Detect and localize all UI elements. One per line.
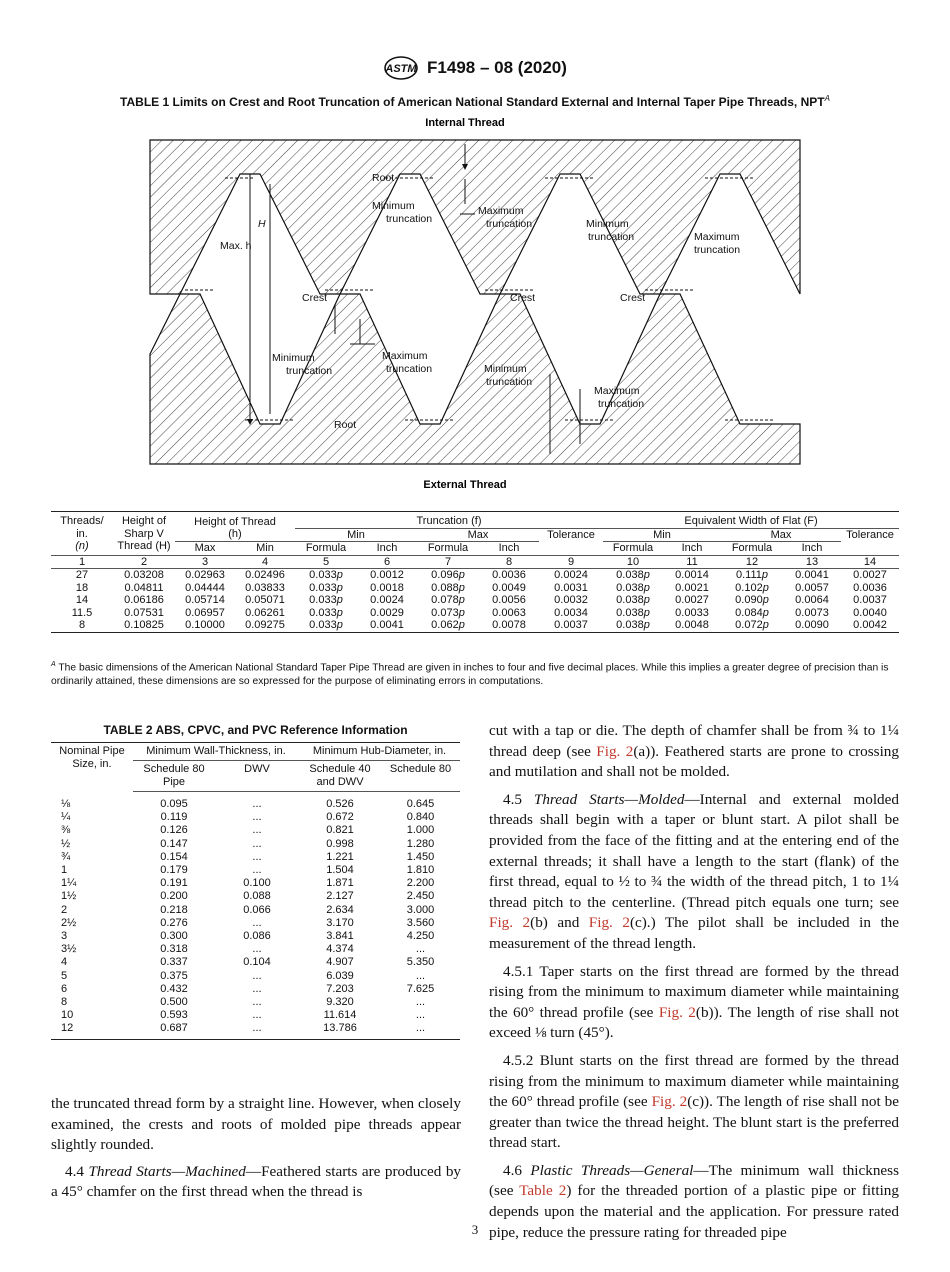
left-column-text — [51, 1094, 461, 1209]
table-cell: 1.871 — [326, 877, 354, 890]
table-cell: 5 — [61, 969, 68, 982]
table-cell: 0.0032 — [554, 594, 588, 606]
t1-colnum: 2 — [113, 555, 175, 569]
external-thread-label: External Thread — [423, 479, 507, 491]
t2-head-dwv: DWV — [215, 761, 299, 792]
table-cell: 0.0034 — [554, 606, 588, 619]
fig2-link[interactable]: Fig. 2 — [489, 914, 531, 932]
t1-head-formula: Formula — [305, 542, 347, 554]
table-cell: 0.318 — [160, 943, 188, 956]
table-cell: 0.062p — [417, 619, 479, 632]
table-cell: 0.0036 — [492, 569, 526, 581]
crest-label-2: Crest — [510, 292, 536, 304]
table-row — [51, 582, 899, 595]
table-cell: 0.038p — [603, 619, 663, 632]
table-cell: 0.276 — [160, 916, 188, 929]
section-4-5-2: 4.5.2 Blunt starts on the first thread are formed by the thread rising from the minimum to maximum diameter while maintaining the 60° thread profile (see Fig. 2(c)). The length of rise shall not be greater than twice the thread height. The blunt start is the preferred thread start. — [489, 1051, 900, 1152]
table-cell: 3.560 — [406, 916, 435, 929]
table-row — [51, 607, 899, 620]
table-cell: 0.147 — [160, 837, 188, 850]
table-row — [51, 864, 460, 877]
table-cell: 0.05071 — [245, 594, 285, 606]
table-cell: ... — [415, 943, 426, 956]
table-cell: ... — [252, 837, 262, 850]
table-cell: 0.072p — [721, 619, 783, 632]
table-cell: 0.0029 — [370, 606, 404, 619]
table-cell: 0.100 — [243, 877, 271, 890]
fig2-link[interactable]: Fig. 2 — [596, 742, 634, 760]
max-trunc-label-b1: Maximum — [694, 231, 740, 243]
table-cell: 18 — [75, 581, 89, 594]
t1-colnum: 9 — [539, 555, 603, 569]
t1-head-inch: Inch — [801, 542, 823, 554]
table-row — [51, 877, 460, 890]
table-cell: 0.0048 — [663, 619, 721, 632]
table-cell: 10 — [61, 1009, 74, 1022]
table-cell: ... — [252, 943, 262, 956]
max-trunc-label-b2: truncation — [694, 244, 741, 256]
table-cell: 0.0033 — [675, 606, 709, 619]
table-cell: 0.154 — [160, 850, 188, 863]
t2-head-min-wall: Minimum Wall-Thickness, in. — [133, 743, 299, 761]
t1-colnum: 12 — [721, 555, 783, 569]
t1-head-height-v: Height of Sharp V Thread (H) — [113, 512, 175, 556]
table-cell: 0.300 — [160, 930, 188, 943]
table-cell: 0.337 — [160, 956, 188, 969]
t1-head-trunc-tol: Tolerance — [547, 528, 595, 541]
max-trunc-label-d2: truncation — [598, 398, 645, 410]
left-paragraph-1: the truncated thread form by a straight line. However, when closely examined, the crests and roots of molded pipe threads appear slightly rounded. — [51, 1095, 461, 1154]
t1-head-flat-tol: Tolerance — [846, 528, 894, 541]
table-cell: 0.111p — [735, 569, 769, 581]
table-cell: ... — [415, 1009, 426, 1022]
table-cell: 0.033p — [309, 594, 343, 606]
logo-text: ASTM — [385, 63, 417, 75]
crest-label-3: Crest — [620, 292, 646, 304]
table-cell: ... — [252, 811, 262, 824]
table-cell: 0.526 — [326, 798, 354, 810]
table-cell: 0.066 — [243, 903, 271, 916]
table-cell: ... — [415, 969, 426, 982]
table-cell: 0.033p — [295, 619, 357, 632]
t1-colnum: 6 — [357, 555, 417, 569]
table-cell: ... — [252, 824, 262, 837]
table-row — [51, 917, 460, 930]
section-4-6: 4.6 Plastic Threads—General—The minimum wall thickness (see Table 2) for the threaded portion of a plastic pipe or fitting depends upon the material and the application. For pressure rated pipe, reduce the pressure rating for threaded pipe — [489, 1161, 899, 1241]
table-row — [51, 594, 899, 607]
table-cell: 1.221 — [326, 850, 354, 863]
t1-head-truncation: Truncation (f) — [295, 512, 603, 529]
internal-thread-label: Internal Thread — [425, 117, 505, 129]
table-cell: 1.450 — [406, 850, 435, 863]
max-trunc-label-a1: Maximum — [478, 205, 524, 217]
table-cell: 0.0090 — [783, 619, 841, 632]
max-trunc-label-d1: Maximum — [594, 385, 640, 397]
table-cell: 0.104 — [243, 956, 271, 969]
table-cell: 1½ — [61, 890, 77, 903]
table-cell: 27 — [75, 569, 89, 581]
t1-colnum: 3 — [175, 555, 235, 569]
table-row — [51, 1009, 460, 1022]
table-row — [51, 1022, 460, 1039]
table-cell: 3½ — [61, 943, 77, 956]
table-cell: 0.0037 — [539, 619, 603, 632]
table-row — [51, 930, 460, 943]
table-row — [51, 943, 460, 956]
table-row — [51, 792, 460, 812]
table-cell: ... — [215, 1022, 299, 1039]
t2-body — [51, 792, 460, 1040]
table-cell: ... — [252, 798, 262, 810]
table-cell: 2.450 — [406, 890, 435, 903]
t2-head-min-hub: Minimum Hub-Diameter, in. — [299, 743, 460, 761]
min-trunc-label-b2: truncation — [588, 231, 635, 243]
table-cell: 1.000 — [406, 824, 435, 837]
t2-head-sch80-pipe: Schedule 80 Pipe — [133, 761, 215, 792]
table-row — [51, 811, 460, 824]
table-cell: 0.090p — [735, 594, 769, 606]
table-cell: 2.127 — [326, 890, 354, 903]
table-row — [51, 890, 460, 903]
table-cell: 0.593 — [160, 1009, 188, 1022]
table-cell: 0.03833 — [245, 581, 285, 594]
table-row — [51, 904, 460, 917]
t1-head-flat-max: Max — [721, 528, 841, 542]
min-trunc-label-d2: truncation — [486, 376, 533, 388]
table-cell: 3 — [61, 930, 68, 943]
table-cell: 0.088 — [243, 890, 271, 903]
section-4-5: 4.5 Thread Starts—Molded—Internal and external molded threads shall begin with a taper or blunt start. A pilot shall be provided from the face of the fitting and at the entering end of the external threads; it shall have a length to the start (flank) of the first thread, equal to ½ to ¾ the width of the thread pitch, 1 to 1¼ thread pitch to the centerline. (Thread pitch equals one turn; see Fig. 2(b) and Fig. 2(c).) The pilot shall be included in the measurement of the thread length. — [489, 790, 900, 952]
table-cell: 0.0056 — [492, 594, 526, 606]
table-cell: 0.0027 — [675, 594, 709, 606]
table-cell: 0.200 — [160, 890, 188, 903]
table-cell: 2.200 — [406, 877, 435, 890]
max-trunc-label-c1: Maximum — [382, 350, 428, 362]
table-cell: 0.086 — [243, 930, 271, 943]
table-cell: 3.170 — [326, 916, 354, 929]
table-cell: 1.810 — [406, 864, 435, 877]
table-cell: 4.907 — [326, 956, 354, 969]
table-cell: 7.625 — [406, 982, 435, 995]
page-header — [0, 56, 950, 80]
table-cell: 0.033p — [309, 581, 343, 594]
table-cell: 0.0021 — [675, 581, 709, 594]
table-cell: 0.375 — [160, 969, 188, 982]
external-thread-body — [150, 294, 800, 464]
right-column-text — [489, 721, 899, 1250]
min-trunc-label-c1: Minimum — [272, 352, 315, 364]
thread-truncation-figure — [120, 114, 810, 494]
table-cell: 0.10000 — [175, 619, 235, 632]
table-cell: ... — [381, 1022, 460, 1039]
table-row — [51, 851, 460, 864]
t1-head-inch: Inch — [376, 542, 398, 554]
table2-link[interactable]: Table 2 — [519, 1182, 567, 1200]
table-cell: 0.998 — [326, 837, 354, 850]
t1-head-equiv-width: Equivalent Width of Flat (F) — [603, 512, 899, 529]
table-cell: 0.645 — [406, 798, 435, 810]
t1-head-flat-min: Min — [603, 528, 721, 542]
table-cell: ⅛ — [61, 797, 71, 810]
table-cell: ... — [252, 850, 262, 863]
table-cell: 9.320 — [326, 996, 354, 1009]
table-cell: 0.06261 — [245, 606, 285, 619]
t1-colnum: 7 — [417, 555, 479, 569]
table-row — [51, 956, 460, 969]
fig2-link[interactable]: Fig. 2 — [588, 914, 630, 932]
table-cell: ... — [252, 1009, 262, 1022]
table-cell: 0.191 — [160, 877, 188, 890]
table-cell: ... — [415, 996, 426, 1009]
table-cell: 0.038p — [616, 581, 650, 594]
root-label-top: Root — [372, 172, 395, 184]
t2-head-sch80: Schedule 80 — [381, 761, 460, 792]
t1-colnum: 8 — [479, 555, 539, 569]
table-cell: 0.672 — [326, 811, 354, 824]
table-cell: 0.02496 — [245, 569, 285, 581]
t1-head-threads: Threads/ in. (n) — [51, 512, 113, 556]
table-cell: 0.687 — [133, 1022, 215, 1039]
table-row — [51, 983, 460, 996]
table-row — [51, 569, 899, 582]
table-cell: 0.096p — [431, 569, 465, 581]
table-cell: ½ — [61, 837, 71, 850]
table-cell: 0.0031 — [554, 581, 588, 594]
table-cell: ... — [252, 916, 262, 929]
table-cell: 3.000 — [406, 903, 435, 916]
table-cell: 0.218 — [160, 903, 188, 916]
table-cell: 12 — [51, 1022, 133, 1039]
table-cell: 0.0018 — [370, 581, 404, 594]
table-cell: 3.841 — [326, 930, 354, 943]
t1-column-numbers — [51, 555, 899, 569]
table1-footnote: $^A$ The basic dimensions of the American National Standard Taper Pipe Thread are given in inches to four and five decimal places. While this implies a greater degree of precision than is ordinarily attained, these dimensions are so expressed for the purpose of eliminating errors in computations. — [51, 661, 889, 688]
table-cell: 13.786 — [299, 1022, 381, 1039]
section-4-4: 4.4 Thread Starts—Machined—Feathered starts are produced by a 45° chamfer on the first thread when the thread is — [51, 1162, 462, 1201]
table-cell: 11.5 — [71, 606, 93, 619]
page-number: 3 — [471, 1222, 479, 1237]
table-cell: 0.033p — [309, 569, 343, 581]
table-cell: 4.250 — [406, 930, 435, 943]
table-cell: 0.095 — [160, 798, 188, 810]
table-cell: 0.0040 — [853, 606, 887, 619]
table-cell: 2 — [61, 903, 68, 916]
table-cell: 0.179 — [160, 864, 188, 877]
right-paragraph-1: cut with a tap or die. The depth of chamfer shall be from ¾ to 1¼ thread deep (see Fig. 2(a)). Feathered starts are prone to crossing and mutilation and shall not be molded. — [489, 722, 899, 781]
t1-colnum: 11 — [663, 555, 721, 569]
max-trunc-label-a2: truncation — [486, 218, 533, 230]
table-cell: 7.203 — [326, 982, 354, 995]
table-cell: 4 — [61, 956, 68, 969]
table-cell: 0.03208 — [124, 569, 164, 581]
t1-head-formula: Formula — [427, 542, 469, 554]
t2-head-size: Nominal Pipe Size, in. — [51, 743, 133, 792]
root-label-bottom: Root — [334, 419, 357, 431]
t1-head-trunc-min: Min — [295, 528, 417, 542]
table-cell: 5.350 — [406, 956, 435, 969]
t1-colnum: 5 — [295, 555, 357, 569]
table-cell: 14 — [75, 594, 89, 606]
fig2-link[interactable]: Fig. 2 — [658, 1003, 696, 1021]
table-cell: 0.10825 — [113, 619, 175, 632]
table-cell: 0.0036 — [853, 581, 887, 594]
table-cell: 0.038p — [616, 606, 650, 619]
table-cell: 0.0012 — [370, 569, 404, 581]
table-row — [51, 996, 460, 1009]
table-cell: ¾ — [61, 850, 71, 863]
t1-head-formula: Formula — [612, 542, 654, 554]
table-cell: 0.126 — [160, 824, 188, 837]
t1-colnum: 14 — [841, 555, 899, 569]
table-cell: ... — [252, 864, 262, 877]
table-cell: ... — [252, 982, 262, 995]
t1-colnum: 1 — [51, 555, 113, 569]
table-cell: 6 — [61, 982, 68, 995]
fig2-link[interactable]: Fig. 2 — [651, 1093, 688, 1111]
table-cell: 0.0041 — [357, 619, 417, 632]
t2-head-sch40-dwv: Schedule 40 and DWV — [299, 761, 381, 792]
table2 — [51, 742, 460, 1040]
table-row — [51, 970, 460, 983]
table-cell: 0.05714 — [185, 594, 225, 606]
table-cell: 0.073p — [431, 606, 465, 619]
t1-body — [51, 569, 899, 633]
min-trunc-label-b1: Minimum — [586, 218, 629, 230]
table-cell: 2½ — [61, 916, 77, 929]
table-cell: 1.504 — [326, 864, 354, 877]
min-trunc-label-a1: Minimum — [372, 200, 415, 212]
max-trunc-label-c2: truncation — [386, 363, 433, 375]
table-cell: 0.0014 — [675, 569, 709, 581]
min-trunc-label-c2: truncation — [286, 365, 333, 377]
table-cell: 0.088p — [431, 581, 465, 594]
table-cell: 0.0078 — [479, 619, 539, 632]
table-cell: 0.078p — [431, 594, 465, 606]
max-h-label: Max. h — [220, 240, 252, 252]
t1-head-formula: Formula — [731, 542, 773, 554]
table-cell: 0.04811 — [124, 581, 164, 594]
table-cell: ... — [252, 996, 262, 1009]
table-cell: 0.0041 — [795, 569, 829, 581]
table-cell: 0.0049 — [492, 581, 526, 594]
table-cell: 0.06186 — [124, 594, 164, 606]
table-cell: 0.0057 — [795, 581, 829, 594]
table-cell: 0.0042 — [841, 619, 899, 632]
t1-colnum: 4 — [235, 555, 295, 569]
h-label: H — [258, 218, 266, 230]
table-cell: 8 — [61, 996, 68, 1009]
table-cell: ¼ — [61, 811, 71, 824]
table2-title: TABLE 2 ABS, CPVC, and PVC Reference Information — [103, 723, 408, 737]
table-cell: 0.119 — [160, 811, 188, 824]
table-cell: 0.084p — [735, 606, 769, 619]
t1-head-h-max: Max — [194, 542, 216, 554]
table-cell: 1.280 — [406, 837, 435, 850]
table-cell: 0.0063 — [492, 606, 526, 619]
table-cell: 11.614 — [323, 1009, 357, 1022]
table-cell: ... — [252, 969, 262, 982]
table-row — [51, 619, 899, 632]
table-cell: 0.821 — [326, 824, 354, 837]
t1-head-inch: Inch — [498, 542, 520, 554]
table-cell: 2.634 — [326, 903, 354, 916]
table-cell: 0.09275 — [235, 619, 295, 632]
table-cell: 0.0024 — [554, 569, 588, 581]
t1-head-h-min: Min — [256, 542, 274, 554]
table-row — [51, 824, 460, 837]
table-cell: 0.038p — [616, 569, 650, 581]
min-trunc-label-d1: Minimum — [484, 363, 527, 375]
table-cell: 4.374 — [326, 943, 354, 956]
t1-head-inch: Inch — [681, 542, 703, 554]
table-cell: 0.0037 — [853, 594, 887, 606]
table-cell: 0.033p — [309, 606, 343, 619]
astm-logo-icon — [383, 56, 419, 80]
table-cell: 6.039 — [326, 969, 354, 982]
section-4-5-1: 4.5.1 Taper starts on the first thread are formed by the thread rising from the minimum to maximum diameter while maintaining the 60° thread profile (see Fig. 2(b)). The length of rise shall not exceed ⅛ turn (45°). — [489, 962, 899, 1042]
table-cell: 8 — [51, 619, 113, 632]
document-designation: F1498 – 08 (2020) — [427, 58, 567, 77]
t1-head-trunc-max: Max — [417, 528, 539, 542]
table1-title: TABLE 1 Limits on Crest and Root Truncation of American National Standard External and Internal Taper Pipe Threads, $NPT^A$ — [120, 94, 830, 109]
min-trunc-label-a2: truncation — [386, 213, 433, 225]
table-cell: 0.038p — [616, 594, 650, 606]
table-cell: ⅜ — [61, 824, 71, 837]
table-cell: 0.02963 — [185, 569, 225, 581]
internal-thread-body — [150, 140, 800, 294]
table-cell: 0.0064 — [795, 594, 829, 606]
crest-label-1: Crest — [302, 292, 328, 304]
table-cell: 0.06957 — [185, 606, 225, 619]
table-cell: 0.0073 — [795, 606, 829, 619]
table-cell: 0.07531 — [124, 606, 164, 619]
table-cell: 1 — [61, 864, 68, 877]
table-cell: 0.0027 — [853, 569, 887, 581]
table-cell: 0.0024 — [370, 594, 404, 606]
t1-colnum: 13 — [783, 555, 841, 569]
table-cell: 1¼ — [61, 877, 77, 890]
table-cell: 0.500 — [160, 996, 188, 1009]
t1-head-height-thread: Height of Thread (h) — [175, 512, 295, 542]
table1 — [51, 511, 899, 633]
t1-colnum: 10 — [603, 555, 663, 569]
table-cell: 0.102p — [735, 581, 769, 594]
table-cell: 0.432 — [160, 982, 188, 995]
table-row — [51, 838, 460, 851]
table-cell: 0.04444 — [185, 581, 225, 594]
table-cell: 0.840 — [406, 811, 435, 824]
